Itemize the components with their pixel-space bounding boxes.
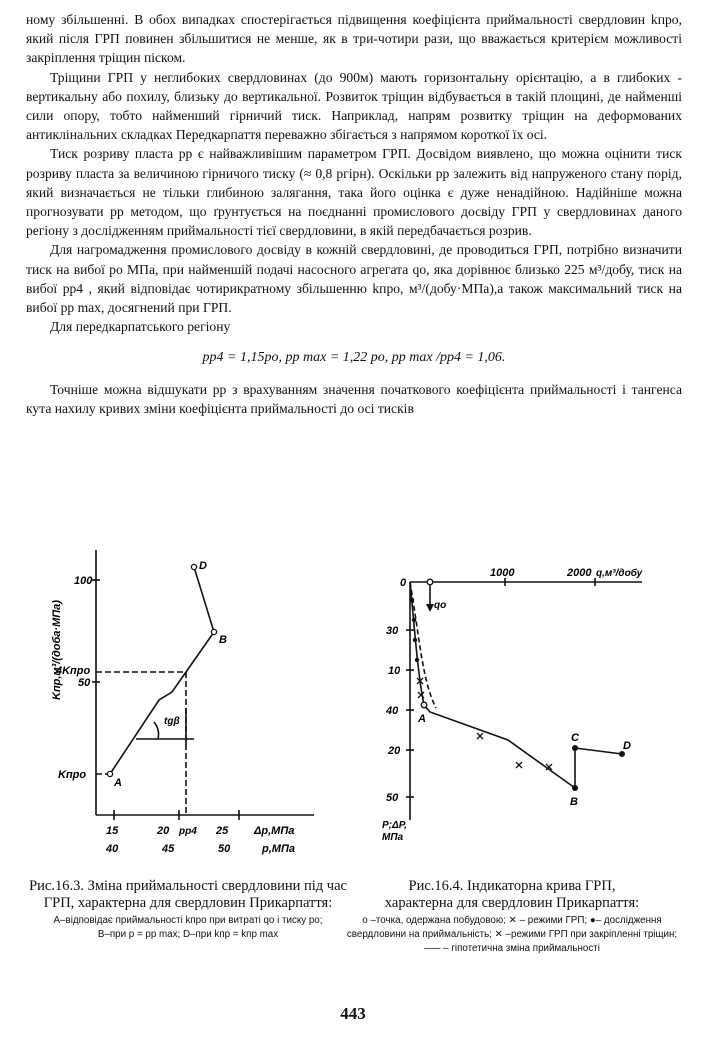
paragraph-3: Тиск розриву пласта pр є найважливішим параметром ГРП. Досвідом виявлено, що можна оцінити тиск розриву пласта за величиною гірничого тиску (≈ 0,8 pгірн). Оскільки pр залежить від напруженого стану порід, який визначається не тільки глибиною залягання, така його оцінка є дуже ненадійною. Надійніше можна прогнозувати pр методом, що ґрунтується на поєднанні промислового досвіду ГРП у свердловинах даного регіону з дослідженням приймальності тієї свердловини, в якій передбачається розрив. xyxy=(26,146,682,239)
fig2-point-d: D xyxy=(623,740,631,752)
fig2-ytick-10: 10 xyxy=(388,665,401,677)
fig1-xtick-dp-25: 25 xyxy=(216,825,229,837)
paragraph-5: Для передкарпатського регіону xyxy=(50,319,231,335)
fig2-ytick-40: 40 xyxy=(386,705,399,717)
fig2-x-unit: q,м³/добу xyxy=(596,568,643,579)
fig1-angle-label: tgβ xyxy=(164,716,180,727)
fig1-ytick-50: 50 xyxy=(78,677,91,689)
fig1-xtick-p-40: 40 xyxy=(106,843,119,855)
page-number: 443 xyxy=(340,1004,366,1023)
fig2-xtick-1000: 1000 xyxy=(490,567,515,579)
fig2-point-c: C xyxy=(571,732,579,744)
fig1-xtick-p-45: 45 xyxy=(162,843,175,855)
fig1-point-b: B xyxy=(219,634,227,646)
fig2-y-unit-2: МПа xyxy=(382,832,404,843)
fig2-y-unit-1: P;ΔP, xyxy=(382,820,407,831)
paragraph-4: Для нагромадження промислового досвіду в кожній свердловині, де проводиться ГРП, потрібно визначити тиск на вибої pо МПа, при найменшій подачі насосного агрегата qо, яка дорівнює близько 225 м³/добу, тиск на вибої pр4 , який відповідає чотирикратному збільшенню kпро, м³/(добу·МПа),а також максимальний тиск на вибої pр max, досягнений при ГРП. xyxy=(26,242,682,316)
fig2-point-a: A xyxy=(418,713,426,725)
fig1-ytick-100: 100 xyxy=(74,575,93,587)
fig1-dp-unit: Δp,МПа xyxy=(254,825,295,837)
fig2-ytick-30: 30 xyxy=(386,625,399,637)
caption-fig-16-4 xyxy=(346,878,678,956)
fig1-point-a: A xyxy=(114,777,122,789)
fig1-xtick-dp-20: 20 xyxy=(157,825,170,837)
caption-16-4-line1: о –точка, одержана побудовою; ✕ – режими ГРП; ●– дослідження свердловини на приймальність; ✕ –режими ГРП при закріпленні тріщин; ––– – гіпотетична зміна приймальності xyxy=(346,915,678,954)
caption-16-3-line1: А–відповідає приймальності kпро при витраті qо і тиску pо; xyxy=(53,915,323,926)
fig1-xtick-p-50: 50 xyxy=(218,843,231,855)
formula: pр4 = 1,15pо, pр max = 1,22 pо, pр max /pр4 = 1,06. xyxy=(202,350,506,366)
fig2-q0-label: qо xyxy=(434,600,447,611)
fig1-k4-label: 4Kпро xyxy=(56,665,91,677)
fig1-ylabel: Kпр,м³/(доба·МПа) xyxy=(51,600,63,700)
fig2-xtick-2000: 2000 xyxy=(567,567,592,579)
fig1-pp4-label: pр4 xyxy=(179,826,197,837)
caption-16-3-title: Рис.16.3. Зміна приймальності свердловини під час ГРП, характерна для свердловин Прикарпаття: xyxy=(29,878,347,911)
fig1-xtick-dp-15: 15 xyxy=(106,825,119,837)
body-text xyxy=(26,10,682,418)
fig1-point-d: D xyxy=(199,560,207,572)
paragraph-6: Точніше можна відшукати pр з врахуванням значення початкового коефіцієнта приймальності і тангенса кута нахилу кривих зміни коефіцієнта приймальності до осі тисків xyxy=(26,381,682,416)
caption-16-3-line2: B–при p = pр max; D–при kпр = kпр max xyxy=(97,929,279,940)
figure-16-4 xyxy=(370,560,650,850)
paragraph-2: Тріщини ГРП у неглибоких свердловинах (до 900м) мають горизонтальну орієнтацію, а в глибоких - вертикальну або похилу, близьку до вертикальної. Розвиток тріщин відбувається в такій площині, де найменші сили опору, тобто найменший гірничий тиск. Наприклад, напрям розвитку тріщин на деформованих антиклінальних складках Передкарпаття переважно збігається з напрямом короткої їх осі. xyxy=(26,69,682,143)
caption-fig-16-3 xyxy=(28,878,348,942)
fig2-ytick-50: 50 xyxy=(386,792,399,804)
paragraph-1: ному збільшенні. В обох випадках спостерігається підвищення коефіцієнта приймальності свердловин kпро, який після ГРП повинен збільшитися не менше, як в три-чотири рази, що вважається критерієм можливості закріплення тріщин піском. xyxy=(26,12,682,66)
fig2-point-b: B xyxy=(570,796,578,808)
fig2-ytick-20: 20 xyxy=(388,745,401,757)
fig1-p-unit: p,МПа xyxy=(262,843,295,855)
fig2-xtick-0: 0 xyxy=(400,577,407,589)
figure-16-3 xyxy=(44,540,334,860)
fig1-k-label: Kпро xyxy=(58,769,87,781)
caption-16-4-title: Рис.16.4. Індикаторна крива ГРП, характерна для свердловин Прикарпаття: xyxy=(384,878,640,911)
